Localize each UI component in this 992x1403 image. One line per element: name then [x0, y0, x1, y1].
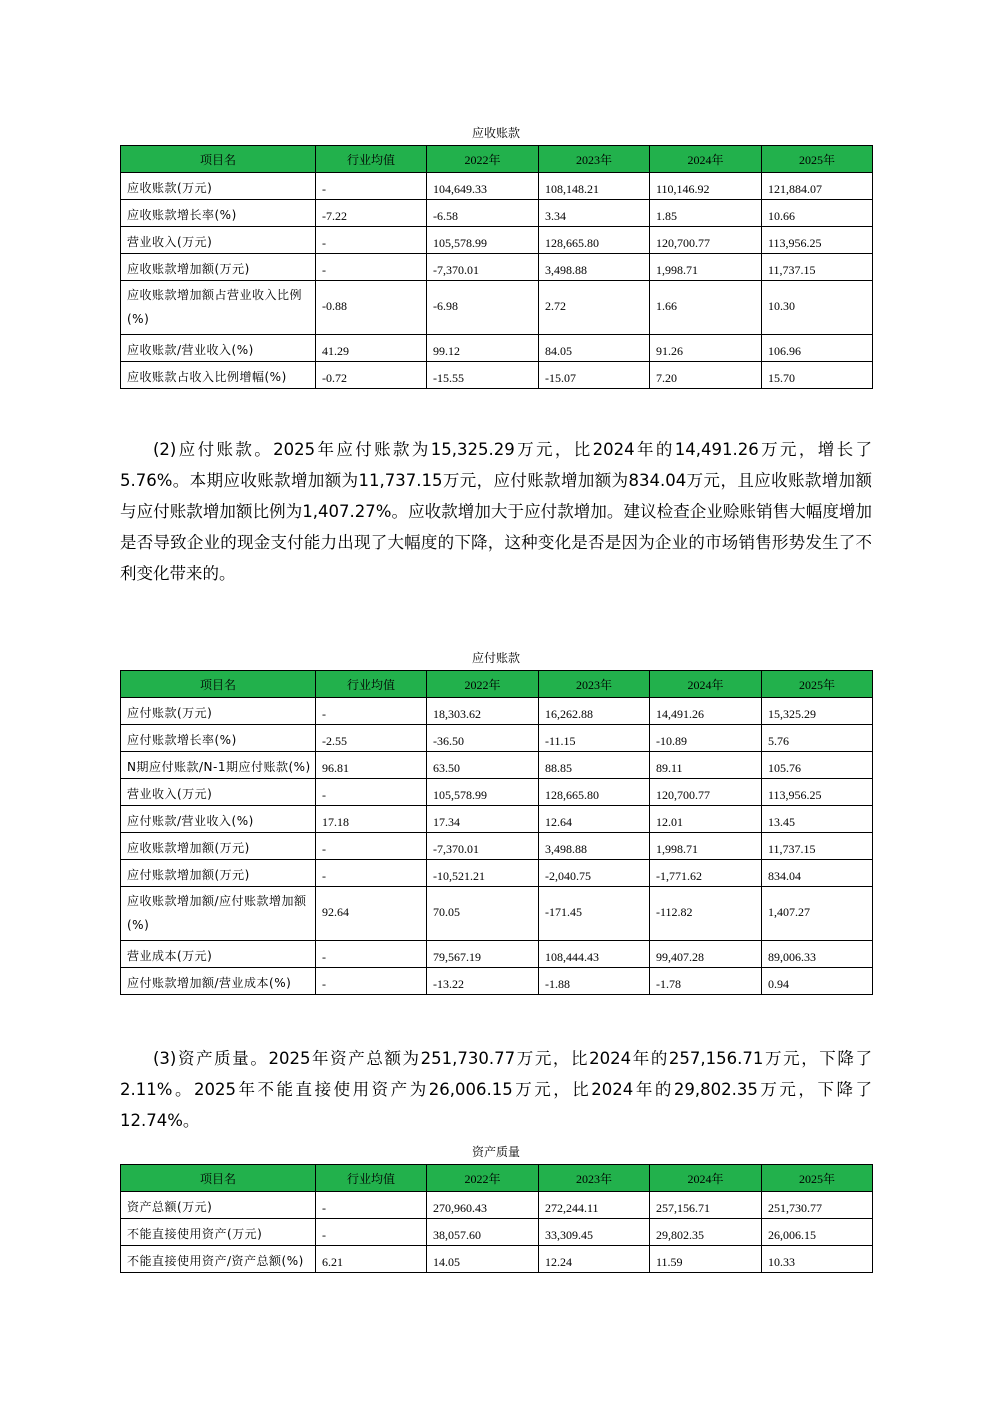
table-cell: -15.07	[539, 362, 650, 389]
table-cell: -6.58	[427, 200, 539, 227]
table-cell: -112.82	[650, 887, 762, 941]
table-cell: 12.01	[650, 806, 762, 833]
table-row	[121, 281, 873, 335]
column-header: 2022年	[427, 1165, 539, 1192]
table-cell: -2.55	[316, 725, 427, 752]
column-header: 2022年	[427, 671, 539, 698]
table-cell: -1.78	[650, 968, 762, 995]
column-header: 2023年	[539, 671, 650, 698]
table-header-row	[121, 671, 873, 698]
table-cell: 33,309.45	[539, 1219, 650, 1246]
table-cell: 121,884.07	[762, 173, 873, 200]
column-header: 项目名	[121, 1165, 316, 1192]
row-label: 应付账款增长率(%)	[121, 725, 316, 752]
paragraph-payables	[120, 434, 872, 589]
table-cell: 1,998.71	[650, 254, 762, 281]
row-label: 应收账款增加额(万元)	[121, 254, 316, 281]
row-label: 营业收入(万元)	[121, 779, 316, 806]
table-header-row	[121, 146, 873, 173]
table-cell: 108,444.43	[539, 941, 650, 968]
table-cell: 11,737.15	[762, 833, 873, 860]
table-cell: -	[316, 779, 427, 806]
table-cell: -7,370.01	[427, 254, 539, 281]
paragraph-asset-quality	[120, 1043, 872, 1136]
table-cell: 108,148.21	[539, 173, 650, 200]
table-cell: 6.21	[316, 1246, 427, 1273]
table-cell: 270,960.43	[427, 1192, 539, 1219]
table-cell: 14,491.26	[650, 698, 762, 725]
row-label: 应付账款增加额/营业成本(%)	[121, 968, 316, 995]
table-cell: 26,006.15	[762, 1219, 873, 1246]
table-cell: 17.34	[427, 806, 539, 833]
table-cell: -15.55	[427, 362, 539, 389]
table-cell: 1,407.27	[762, 887, 873, 941]
table-caption-payables: 应付账款	[471, 651, 520, 665]
table-row	[121, 806, 873, 833]
table-cell: 104,649.33	[427, 173, 539, 200]
table-cell: -	[316, 698, 427, 725]
table-row	[121, 254, 873, 281]
table-cell: -0.72	[316, 362, 427, 389]
table-cell: 105.76	[762, 752, 873, 779]
table-caption-asset-quality: 资产质量	[471, 1145, 520, 1159]
table-cell: 5.76	[762, 725, 873, 752]
row-label: 资产总额(万元)	[121, 1192, 316, 1219]
column-header: 项目名	[121, 146, 316, 173]
payables-table	[120, 670, 873, 995]
table-cell: 84.05	[539, 335, 650, 362]
table-row	[121, 833, 873, 860]
table-cell: 99.12	[427, 335, 539, 362]
table-cell: 257,156.71	[650, 1192, 762, 1219]
row-label: 应付账款增加额(万元)	[121, 860, 316, 887]
column-header: 2024年	[650, 671, 762, 698]
table-cell: -	[316, 254, 427, 281]
table-row	[121, 1219, 873, 1246]
table-cell: 96.81	[316, 752, 427, 779]
table-cell: 105,578.99	[427, 227, 539, 254]
table-cell: 3.34	[539, 200, 650, 227]
row-label: 应收账款增加额/应付账款增加额(%)	[121, 887, 316, 941]
row-label: 应收账款增长率(%)	[121, 200, 316, 227]
table-cell: 89.11	[650, 752, 762, 779]
table-cell: -	[316, 968, 427, 995]
table-cell: -10.89	[650, 725, 762, 752]
table-cell: 7.20	[650, 362, 762, 389]
table-caption-receivables: 应收账款	[471, 126, 520, 140]
column-header: 2022年	[427, 146, 539, 173]
receivables-table	[120, 145, 873, 389]
asset-quality-table	[120, 1164, 873, 1273]
row-label: 营业成本(万元)	[121, 941, 316, 968]
table-cell: 834.04	[762, 860, 873, 887]
table-cell: 3,498.88	[539, 254, 650, 281]
row-label: N期应付账款/N-1期应付账款(%)	[121, 752, 316, 779]
table-cell: -13.22	[427, 968, 539, 995]
table-cell: -	[316, 1219, 427, 1246]
column-header: 2024年	[650, 146, 762, 173]
table-cell: 10.30	[762, 281, 873, 335]
table-row	[121, 335, 873, 362]
table-cell: -6.98	[427, 281, 539, 335]
table-cell: 12.24	[539, 1246, 650, 1273]
table-cell: 1.85	[650, 200, 762, 227]
table-row	[121, 227, 873, 254]
row-label: 应收账款占收入比例增幅(%)	[121, 362, 316, 389]
table-row	[121, 752, 873, 779]
table-row	[121, 698, 873, 725]
column-header: 2023年	[539, 146, 650, 173]
row-label: 应付账款(万元)	[121, 698, 316, 725]
column-header: 行业均值	[316, 671, 427, 698]
table-cell: 120,700.77	[650, 779, 762, 806]
table-cell: -	[316, 860, 427, 887]
paragraph-asset-quality-text: (3)资产质量。2025年资产总额为251,730.77万元，比2024年的257,156.71万元，下降了2.11%。2025年不能直接使用资产为26,006.15万元，比2024年的29,802.35万元，下降了12.74%。	[120, 1049, 872, 1130]
table-cell: -	[316, 941, 427, 968]
table-cell: -0.88	[316, 281, 427, 335]
column-header: 2023年	[539, 1165, 650, 1192]
table-cell: 11,737.15	[762, 254, 873, 281]
table-cell: -1,771.62	[650, 860, 762, 887]
table-cell: 2.72	[539, 281, 650, 335]
table-cell: -7.22	[316, 200, 427, 227]
table-row	[121, 200, 873, 227]
row-label: 应收账款/营业收入(%)	[121, 335, 316, 362]
table-cell: 3,498.88	[539, 833, 650, 860]
table-cell: 41.29	[316, 335, 427, 362]
table-cell: -171.45	[539, 887, 650, 941]
table-cell: -	[316, 173, 427, 200]
column-header: 行业均值	[316, 146, 427, 173]
table-cell: 272,244.11	[539, 1192, 650, 1219]
column-header: 行业均值	[316, 1165, 427, 1192]
table-cell: 106.96	[762, 335, 873, 362]
table-cell: 99,407.28	[650, 941, 762, 968]
table-cell: 15,325.29	[762, 698, 873, 725]
column-header: 2025年	[762, 671, 873, 698]
table-cell: 18,303.62	[427, 698, 539, 725]
column-header: 2025年	[762, 1165, 873, 1192]
table-cell: 14.05	[427, 1246, 539, 1273]
table-cell: 89,006.33	[762, 941, 873, 968]
table-cell: 120,700.77	[650, 227, 762, 254]
row-label: 应付账款/营业收入(%)	[121, 806, 316, 833]
column-header: 项目名	[121, 671, 316, 698]
table-cell: 1,998.71	[650, 833, 762, 860]
table-cell: 251,730.77	[762, 1192, 873, 1219]
table-row	[121, 362, 873, 389]
table-cell: 13.45	[762, 806, 873, 833]
table-cell: 128,665.80	[539, 227, 650, 254]
table-cell: 11.59	[650, 1246, 762, 1273]
table-cell: 63.50	[427, 752, 539, 779]
table-row	[121, 860, 873, 887]
table-row	[121, 173, 873, 200]
table-cell: 12.64	[539, 806, 650, 833]
table-cell: 16,262.88	[539, 698, 650, 725]
row-label: 应收账款增加额占营业收入比例(%)	[121, 281, 316, 335]
table-row	[121, 1192, 873, 1219]
table-cell: 0.94	[762, 968, 873, 995]
row-label: 不能直接使用资产(万元)	[121, 1219, 316, 1246]
column-header: 2024年	[650, 1165, 762, 1192]
table-cell: -	[316, 227, 427, 254]
table-cell: 38,057.60	[427, 1219, 539, 1246]
row-label: 不能直接使用资产/资产总额(%)	[121, 1246, 316, 1273]
table-cell: 113,956.25	[762, 227, 873, 254]
table-cell: 110,146.92	[650, 173, 762, 200]
table-cell: 92.64	[316, 887, 427, 941]
row-label: 应收账款增加额(万元)	[121, 833, 316, 860]
table-header-row	[121, 1165, 873, 1192]
table-cell: -2,040.75	[539, 860, 650, 887]
table-row	[121, 887, 873, 941]
column-header: 2025年	[762, 146, 873, 173]
table-cell: -7,370.01	[427, 833, 539, 860]
table-cell: -	[316, 833, 427, 860]
table-cell: 17.18	[316, 806, 427, 833]
paragraph-payables-text: (2)应付账款。2025年应付账款为15,325.29万元，比2024年的14,491.26万元，增长了5.76%。本期应收账款增加额为11,737.15万元，应付账款增加额为834.04万元，且应收账款增加额与应付账款增加额比例为1,407.27%。应收款增加大于应付款增加。建议检查企业赊账销售大幅度增加是否导致企业的现金支付能力出现了大幅度的下降，这种变化是否是因为企业的市场销售形势发生了不利变化带来的。	[120, 440, 872, 583]
table-cell: 70.05	[427, 887, 539, 941]
table-cell: 10.66	[762, 200, 873, 227]
table-row	[121, 968, 873, 995]
table-cell: -11.15	[539, 725, 650, 752]
row-label: 营业收入(万元)	[121, 227, 316, 254]
table-cell: 15.70	[762, 362, 873, 389]
table-cell: 79,567.19	[427, 941, 539, 968]
table-cell: 88.85	[539, 752, 650, 779]
table-cell: -	[316, 1192, 427, 1219]
table-cell: 105,578.99	[427, 779, 539, 806]
table-cell: 128,665.80	[539, 779, 650, 806]
table-cell: 10.33	[762, 1246, 873, 1273]
table-cell: 113,956.25	[762, 779, 873, 806]
row-label: 应收账款(万元)	[121, 173, 316, 200]
table-cell: -10,521.21	[427, 860, 539, 887]
table-cell: 29,802.35	[650, 1219, 762, 1246]
table-cell: 91.26	[650, 335, 762, 362]
table-row	[121, 725, 873, 752]
table-row	[121, 779, 873, 806]
table-row	[121, 941, 873, 968]
table-cell: -1.88	[539, 968, 650, 995]
table-cell: 1.66	[650, 281, 762, 335]
table-cell: -36.50	[427, 725, 539, 752]
table-row	[121, 1246, 873, 1273]
